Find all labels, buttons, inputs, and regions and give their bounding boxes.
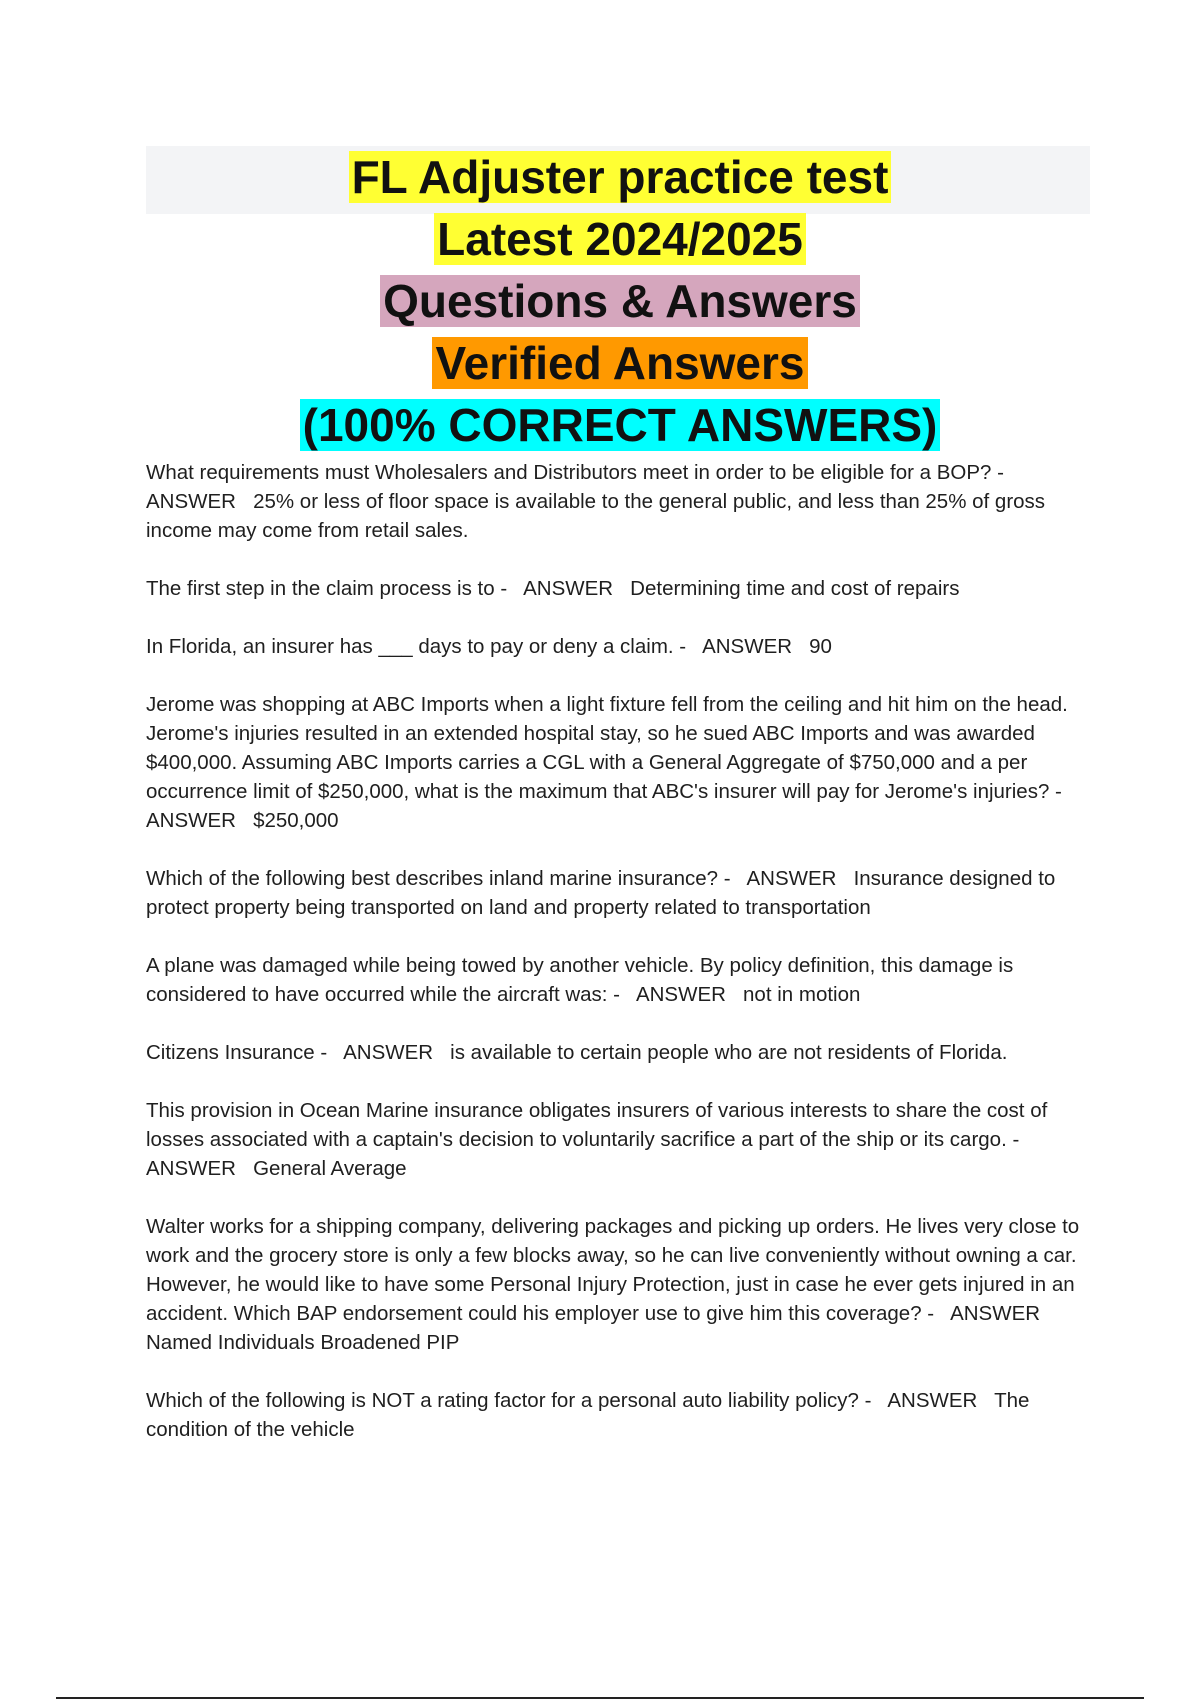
qa-item: Walter works for a shipping company, delivering packages and picking up orders. He lives very close to work and the grocery store is only a few blocks away, so he can live conveniently without owning a car. However, he would like to have some Personal Injury Protection, just in case he ever gets injured in an accident. Which BAP endorsement could his employer use to give him this coverage? - ANSWER Named Individuals Broadened PIP [146, 1215, 1085, 1354]
title-line-3 [0, 270, 1200, 332]
title-line-1 [0, 146, 1200, 208]
title-text-1: FL Adjuster practice test [349, 151, 892, 203]
qa-item: The first step in the claim process is to - ANSWER Determining time and cost of repairs [146, 577, 960, 600]
title-text-2: Latest 2024/2025 [434, 213, 806, 265]
qa-item: This provision in Ocean Marine insurance obligates insurers of various interests to share the cost of losses associated with a captain's decision to voluntarily sacrifice a part of the ship or its cargo. - ANSWER General Average [146, 1099, 1054, 1180]
page-bottom-rule [56, 1697, 1144, 1699]
qa-item: Which of the following best describes inland marine insurance? - ANSWER Insurance designed to protect property being transported on land and property related to transportation [146, 867, 1062, 919]
title-line-2 [0, 208, 1200, 270]
qa-item: Citizens Insurance - ANSWER is available to certain people who are not residents of Florida. [146, 1041, 1008, 1064]
qa-item: Which of the following is NOT a rating factor for a personal auto liability policy? - ANSWER The condition of the vehicle [146, 1389, 1036, 1441]
title-line-5 [0, 394, 1200, 456]
qa-item: In Florida, an insurer has ___ days to pay or deny a claim. - ANSWER 90 [146, 635, 832, 658]
qa-item: A plane was damaged while being towed by another vehicle. By policy definition, this damage is considered to have occurred while the aircraft was: - ANSWER not in motion [146, 954, 1019, 1006]
title-line-4 [0, 332, 1200, 394]
qa-item: Jerome was shopping at ABC Imports when a light fixture fell from the ceiling and hit him on the head. Jerome's injuries resulted in an extended hospital stay, so he sued ABC Imports and was awarded $400,000. Assuming ABC Imports carries a CGL with a General Aggregate of $750,000 and a per occurrence limit of $250,000, what is the maximum that ABC's insurer will pay for Jerome's injuries? - ANSWER $250,000 [146, 693, 1078, 832]
title-text-3: Questions & Answers [380, 275, 860, 327]
qa-list [146, 458, 1096, 1473]
document-title [0, 146, 1200, 456]
title-text-5: (100% CORRECT ANSWERS) [300, 399, 941, 451]
qa-item: What requirements must Wholesalers and Distributors meet in order to be eligible for a BOP? - ANSWER 25% or less of floor space is available to the general public, and less than 25% of gross income may come from retail sales. [146, 461, 1051, 542]
title-text-4: Verified Answers [432, 337, 807, 389]
